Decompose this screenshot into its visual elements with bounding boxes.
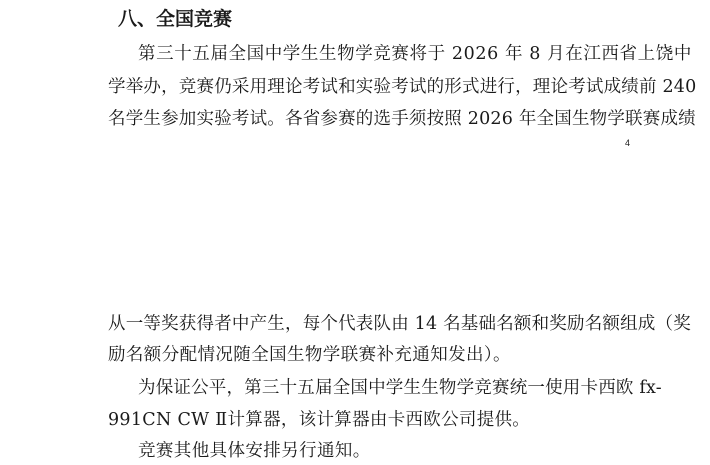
page-number: 4 [625, 138, 631, 148]
paragraph-line: 第三十五届全国中学生生物学竞赛将于 2026 年 8 月在江西省上饶中 [138, 44, 692, 64]
paragraph-line: 学举办，竞赛仍采用理论考试和实验考试的形式进行，理论考试成绩前 240 [108, 77, 697, 97]
section-heading: 八、全国竞赛 [118, 8, 233, 30]
paragraph-line: 从一等奖获得者中产生，每个代表队由 14 名基础名额和奖励名额组成（奖 [108, 314, 691, 334]
paragraph-line: 竞赛其他具体安排另行通知。 [138, 441, 371, 461]
paragraph-line: 名学生参加实验考试。各省参赛的选手须按照 2026 年全国生物学联赛成绩 [108, 109, 696, 129]
paragraph-line: 励名额分配情况随全国生物学联赛补充通知发出）。 [108, 345, 511, 365]
paragraph-line: 991CN CW Ⅱ计算器，该计算器由卡西欧公司提供。 [108, 410, 531, 430]
paragraph-line: 为保证公平，第三十五届全国中学生生物学竞赛统一使用卡西欧 fx- [138, 378, 662, 398]
